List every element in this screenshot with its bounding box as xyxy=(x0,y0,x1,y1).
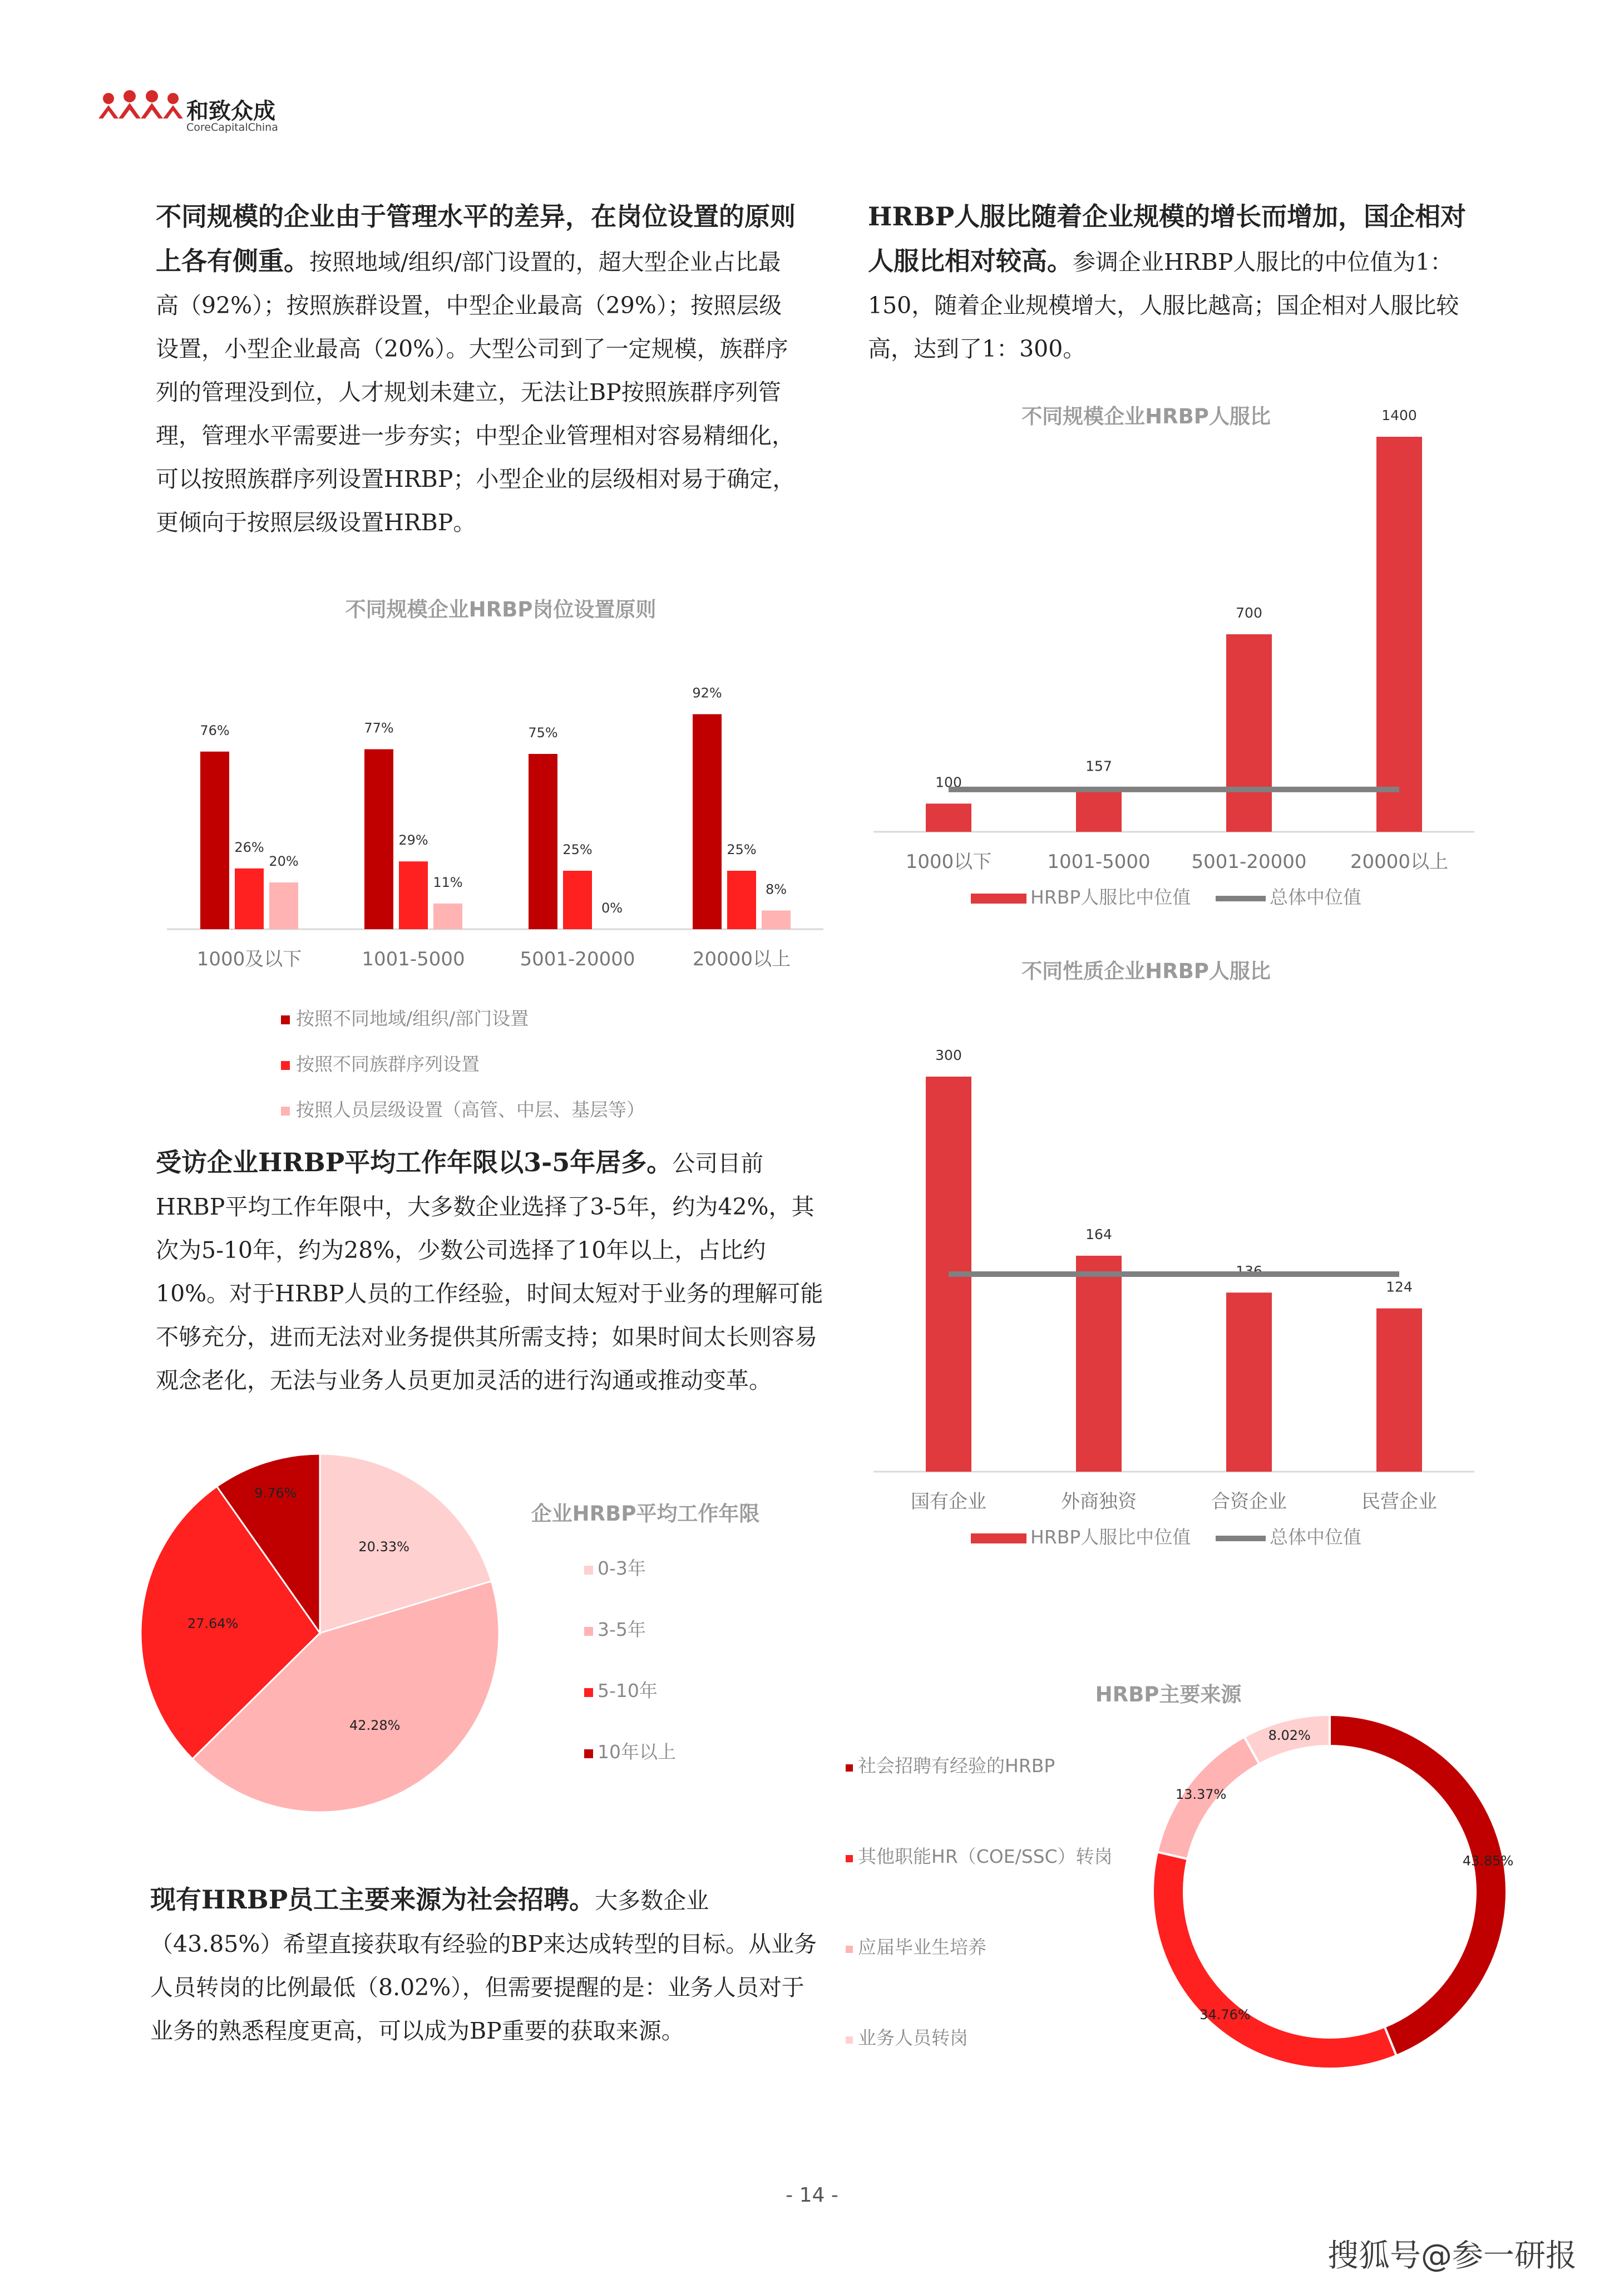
work-years-pie-chart xyxy=(134,1447,801,1825)
legend-swatch xyxy=(846,2036,853,2044)
brand-name-en: CoreCapitalChina xyxy=(186,121,278,134)
data-label: 164 xyxy=(1085,1226,1112,1242)
bar xyxy=(1376,1309,1422,1472)
paragraph-body: 参调企业HRBP人服比的中位值为1：150，随着企业规模增大，人服比越高；国企相对人服比较高，达到了1：300。 xyxy=(868,249,1459,362)
data-label: 25% xyxy=(562,842,593,857)
x-tick-label: 20000以上 xyxy=(1350,851,1449,873)
legend-label: 0-3年 xyxy=(598,1557,646,1579)
section-work-years xyxy=(156,1141,823,1402)
legend-label: 按照不同地域/组织/部门设置 xyxy=(296,1008,529,1029)
bar xyxy=(693,714,722,929)
bar xyxy=(762,910,791,929)
data-label: 26% xyxy=(234,839,264,855)
data-label: 27.64% xyxy=(187,1615,239,1631)
data-label: 8% xyxy=(765,881,787,897)
legend-swatch xyxy=(584,1627,593,1636)
data-label: 34.76% xyxy=(1200,2006,1251,2023)
paragraph xyxy=(150,1878,823,2053)
legend-swatch xyxy=(971,894,1026,904)
chart-title: 不同规模企业HRBP岗位设置原则 xyxy=(345,598,656,621)
bar xyxy=(926,803,971,832)
legend-swatch xyxy=(846,1946,853,1953)
legend-label: 总体中位值 xyxy=(1270,886,1361,908)
page-number: - 14 - xyxy=(786,2184,838,2207)
legend-swatch xyxy=(281,1107,290,1116)
data-label: 11% xyxy=(433,874,463,890)
paragraph-lead: HRBP人服比随着企业规模的增长而增加，国企相对人服比相对较高。 xyxy=(868,201,1467,276)
data-label: 29% xyxy=(398,832,428,849)
legend-swatch xyxy=(971,1533,1026,1543)
legend-label: 社会招聘有经验的HRBP xyxy=(858,1755,1055,1777)
data-label: 157 xyxy=(1085,758,1112,775)
data-label: 43.85% xyxy=(1462,1853,1514,1869)
paragraph-lead: 不同规模的企业由于管理水平的差异，在岗位设置的原则上各有侧重。 xyxy=(156,201,796,276)
chart-title: 企业HRBP平均工作年限 xyxy=(531,1502,760,1526)
x-tick-label: 5001-20000 xyxy=(1191,851,1307,873)
bar xyxy=(235,869,264,929)
legend-swatch xyxy=(584,1749,593,1758)
data-label: 700 xyxy=(1236,605,1262,621)
section-service-ratio xyxy=(868,195,1485,371)
section-sources xyxy=(150,1878,823,2053)
bar xyxy=(563,871,592,929)
bar xyxy=(1226,1293,1272,1472)
x-tick-label: 民营企业 xyxy=(1361,1491,1437,1513)
ratio-by-ownership-chart xyxy=(857,979,1480,1548)
legend-label: 按照不同族群序列设置 xyxy=(296,1053,480,1075)
x-tick-label: 1001-5000 xyxy=(362,948,465,970)
legend-label: HRBP人服比中位值 xyxy=(1030,886,1191,908)
sources-donut-chart xyxy=(835,1708,1536,2086)
legend-label: 总体中位值 xyxy=(1270,1526,1361,1548)
data-label: 77% xyxy=(364,720,394,736)
bar xyxy=(1376,437,1422,832)
bar xyxy=(364,749,393,929)
data-label: 20.33% xyxy=(358,1538,409,1555)
brand-name: 和致众成 xyxy=(186,98,275,124)
legend-label: 5-10年 xyxy=(598,1680,658,1701)
legend-swatch xyxy=(584,1688,593,1697)
data-label: 20% xyxy=(269,854,299,869)
x-tick-label: 1000及以下 xyxy=(196,948,302,970)
data-label: 9.76% xyxy=(254,1485,297,1501)
legend-swatch xyxy=(846,1764,853,1772)
x-tick-label: 国有企业 xyxy=(911,1491,986,1513)
bar xyxy=(269,882,298,929)
chart-title: 不同性质企业HRBP人服比 xyxy=(1021,959,1271,983)
bar xyxy=(433,904,462,929)
donut-slice xyxy=(1153,1852,1396,2069)
bar xyxy=(1226,634,1272,832)
data-label: 0% xyxy=(601,900,623,916)
bar xyxy=(1076,1256,1122,1472)
data-label: 100 xyxy=(935,774,962,791)
legend-label: 业务人员转岗 xyxy=(858,2027,968,2049)
legend-swatch xyxy=(281,1015,290,1024)
bar xyxy=(399,861,428,929)
data-label: 1400 xyxy=(1381,407,1417,423)
x-tick-label: 外商独资 xyxy=(1061,1491,1137,1513)
bar xyxy=(200,752,229,929)
x-tick-label: 1000以下 xyxy=(905,851,992,873)
chart-title: HRBP主要来源 xyxy=(1095,1683,1242,1706)
data-label: 8.02% xyxy=(1268,1728,1311,1744)
data-label: 92% xyxy=(692,685,722,701)
position-principles-chart xyxy=(156,618,846,1121)
paragraph-body: 公司目前HRBP平均工作年限中，大多数企业选择了3-5年，约为42%，其次为5-10年，约为28%，少数公司选择了10年以上，占比约10%。对于HRBP人员的工作经验，时间太短对于业务的理解可能不够充分，进而无法对业务提供其所需支持；如果时间太长则容易观念老化，无法与业务人员更加灵活的进行沟通或推动变革。 xyxy=(156,1150,823,1394)
data-label: 300 xyxy=(935,1047,962,1063)
x-tick-label: 5001-20000 xyxy=(520,948,635,970)
paragraph-body: 按照地域/组织/部门设置的，超大型企业占比最高（92%）；按照族群设置，中型企业最高（29%）；按照层级设置，小型企业最高（20%）。大型公司到了一定规模，族群序列的管理没到位，人才规划未建立，无法让BP按照族群序列管理，管理水平需要进一步夯实；中型企业管理相对容易精细化，可以按照族群序列设置HRBP；小型企业的层级相对易于确定，更倾向于按照层级设置HRBP。 xyxy=(156,249,796,536)
paragraph-lead: 受访企业HRBP平均工作年限以3-5年居多。 xyxy=(156,1147,673,1177)
legend-swatch xyxy=(846,1855,853,1862)
paragraph-lead: 现有HRBP员工主要来源为社会招聘。 xyxy=(150,1885,595,1915)
data-label: 13.37% xyxy=(1175,1787,1227,1803)
data-label: 76% xyxy=(200,722,230,738)
legend-label: 10年以上 xyxy=(598,1741,676,1763)
legend-label: 其他职能HR（COE/SSC）转岗 xyxy=(858,1846,1113,1867)
data-label: 25% xyxy=(727,842,757,857)
paragraph xyxy=(156,1141,823,1402)
bar xyxy=(1076,787,1122,832)
paragraph-body: 大多数企业（43.85%）希望直接获取有经验的BP来达成转型的目标。从业务人员转岗的比例最低（8.02%），但需要提醒的是：业务人员对于业务的熟悉程度更高，可以成为BP重要的获取来源。 xyxy=(150,1887,817,2044)
donut-slice xyxy=(1330,1715,1507,2056)
bar xyxy=(529,754,557,929)
legend-label: HRBP人服比中位值 xyxy=(1030,1526,1191,1548)
paragraph xyxy=(868,195,1485,371)
data-label: 136 xyxy=(1236,1263,1262,1280)
bar xyxy=(727,871,756,929)
data-label: 124 xyxy=(1386,1279,1413,1295)
x-tick-label: 合资企业 xyxy=(1211,1491,1287,1513)
data-label: 75% xyxy=(528,725,558,741)
section-position-principles xyxy=(156,195,796,544)
legend-label: 应届毕业生培养 xyxy=(858,1936,986,1958)
data-label: 42.28% xyxy=(349,1718,401,1734)
ratio-by-scale-chart xyxy=(857,407,1480,912)
chart-title: 不同规模企业HRBP人服比 xyxy=(1021,405,1271,428)
legend-swatch xyxy=(281,1061,290,1070)
watermark: 搜狐号@参一研报 xyxy=(1327,2238,1577,2274)
paragraph xyxy=(156,195,796,544)
x-tick-label: 1001-5000 xyxy=(1047,851,1151,873)
legend-label: 按照人员层级设置（高管、中层、基层等） xyxy=(296,1099,645,1121)
x-tick-label: 20000以上 xyxy=(692,948,791,970)
legend-label: 3-5年 xyxy=(598,1619,646,1640)
legend-swatch xyxy=(584,1566,593,1575)
